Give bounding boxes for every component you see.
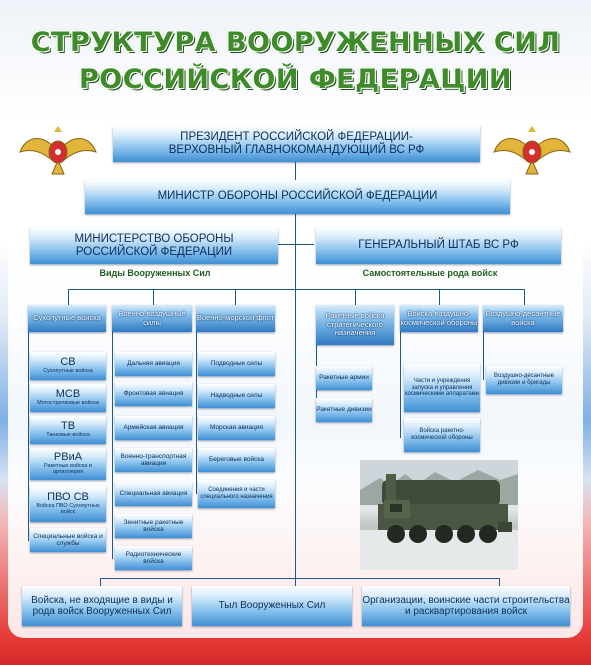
- ground-item-name: Сухопутные войска: [43, 367, 93, 374]
- ground-item: [30, 448, 106, 480]
- connector-line: [235, 289, 236, 305]
- connector-line: [68, 289, 69, 305]
- general-staff-box: [316, 228, 561, 264]
- navy-item: Надводные силы: [198, 384, 275, 408]
- eagle-emblem-icon: [18, 122, 98, 182]
- airforce-item: Фронтовая авиация: [115, 382, 192, 406]
- missile-launcher-icon: [360, 460, 518, 570]
- ground-item: [30, 384, 106, 412]
- navy-item: Подводные силы: [198, 352, 275, 376]
- ground-item-name: Мотострелковые войска: [37, 399, 99, 406]
- vko-header: Войска воздушно-космической обороны: [400, 305, 478, 332]
- ground-item-abbr: СВ: [60, 356, 76, 369]
- connector-line: [499, 578, 500, 586]
- rvsn-header: Ракетные войска стратегического назначения: [316, 305, 394, 345]
- ground-item-name: Ракетные войска и артиллерия: [44, 463, 92, 475]
- connector-line: [524, 289, 525, 305]
- ground-item-abbr: ПВО СВ: [47, 491, 89, 504]
- air-force-header: Военно-воздушные силы: [112, 305, 192, 332]
- connector-line: [153, 289, 154, 305]
- president-line-1: ПРЕЗИДЕНТ РОССИЙСКОЙ ФЕДЕРАЦИИ-: [180, 130, 413, 143]
- ground-forces-header: Сухопутные войска: [28, 305, 106, 332]
- ground-item-abbr: ТВ: [60, 420, 76, 433]
- connector-line: [28, 332, 29, 541]
- vdv-item: Воздушно-десантные дивизии и бригады: [486, 366, 562, 394]
- ministry-line-1: МИНИСТЕРСТВО ОБОРОНЫ: [74, 232, 234, 245]
- airforce-item: Специальная авиация: [115, 482, 192, 506]
- connector-line: [100, 578, 500, 579]
- missile-launcher-photo: [360, 460, 518, 570]
- connector-line: [112, 332, 113, 559]
- connector-line: [100, 578, 101, 586]
- bottom-box: Тыл Вооруженных Сил: [192, 586, 352, 626]
- connector-line: [483, 332, 484, 380]
- rvsn-item: Ракетные дивизии: [316, 398, 372, 422]
- branches-label: Виды Вооруженных Сил: [99, 268, 211, 278]
- ground-item: [30, 416, 106, 444]
- connector-line: [355, 289, 356, 305]
- eagle-emblem-icon: [492, 122, 572, 182]
- airforce-item: Зенитные ракетные войска: [115, 514, 192, 538]
- president-box: [113, 126, 480, 162]
- connector-line: [68, 289, 524, 290]
- airforce-item: Дальняя авиация: [115, 352, 192, 376]
- general-staff-text: ГЕНЕРАЛЬНЫЙ ШТАБ ВС РФ: [358, 239, 519, 252]
- independent-label: Самостоятельные рода войск: [362, 268, 498, 278]
- ground-item-abbr: МСВ: [55, 388, 81, 401]
- navy-item: Береговые войска: [198, 448, 275, 472]
- rvsn-item: Ракетные армии: [316, 366, 372, 390]
- ministry-box: [30, 228, 278, 264]
- ground-special-box: Специальные войска и службы: [30, 528, 106, 552]
- ground-item-abbr: РВиА: [53, 451, 83, 464]
- vko-item: Части и учреждения запуска и управления космическими аппаратами: [404, 364, 480, 412]
- ground-item-name: Танковые войска: [46, 431, 90, 438]
- ground-item: [30, 486, 106, 522]
- airforce-item: Армейская авиация: [115, 416, 192, 440]
- connector-line: [295, 214, 296, 586]
- minister-text: МИНИСТР ОБОРОНЫ РОССИЙСКОЙ ФЕДЕРАЦИИ: [157, 190, 438, 203]
- vko-item: Войска ракетно-космической обороны: [404, 418, 480, 452]
- vdv-header: Воздушно-десантные войска: [483, 305, 563, 332]
- president-line-2: ВЕРХОВНЫЙ ГЛАВНОКОМАНДУЮЩИЙ ВС РФ: [168, 144, 425, 156]
- connector-line: [439, 289, 440, 305]
- bottom-box: Организации, воинские части строительства и расквартирования войск: [362, 586, 570, 626]
- ground-item-name: Войска ПВО Сухопутных войск: [36, 503, 100, 515]
- navy-header: Военно-морской флот: [196, 305, 275, 332]
- navy-item: Соединения и части специального назначения: [198, 480, 275, 508]
- title-line-1: СТРУКТУРА ВООРУЖЕННЫХ СИЛ: [30, 27, 561, 58]
- bottom-box: Войска, не входящие в виды и рода войск Вооруженных Сил: [22, 586, 182, 626]
- ground-item: [30, 352, 106, 380]
- connector-line: [295, 162, 296, 180]
- connector-line: [400, 332, 401, 438]
- airforce-item: Военно-транспортная авиация: [115, 448, 192, 472]
- connector-line: [196, 332, 197, 494]
- airforce-item: Радиотехнические войска: [115, 546, 192, 570]
- title-line-2: РОССИЙСКОЙ ФЕДЕРАЦИИ: [78, 64, 513, 95]
- navy-item: Морская авиация: [198, 416, 275, 440]
- ministry-line-2: РОССИЙСКОЙ ФЕДЕРАЦИИ: [75, 246, 233, 258]
- minister-box: [85, 180, 510, 214]
